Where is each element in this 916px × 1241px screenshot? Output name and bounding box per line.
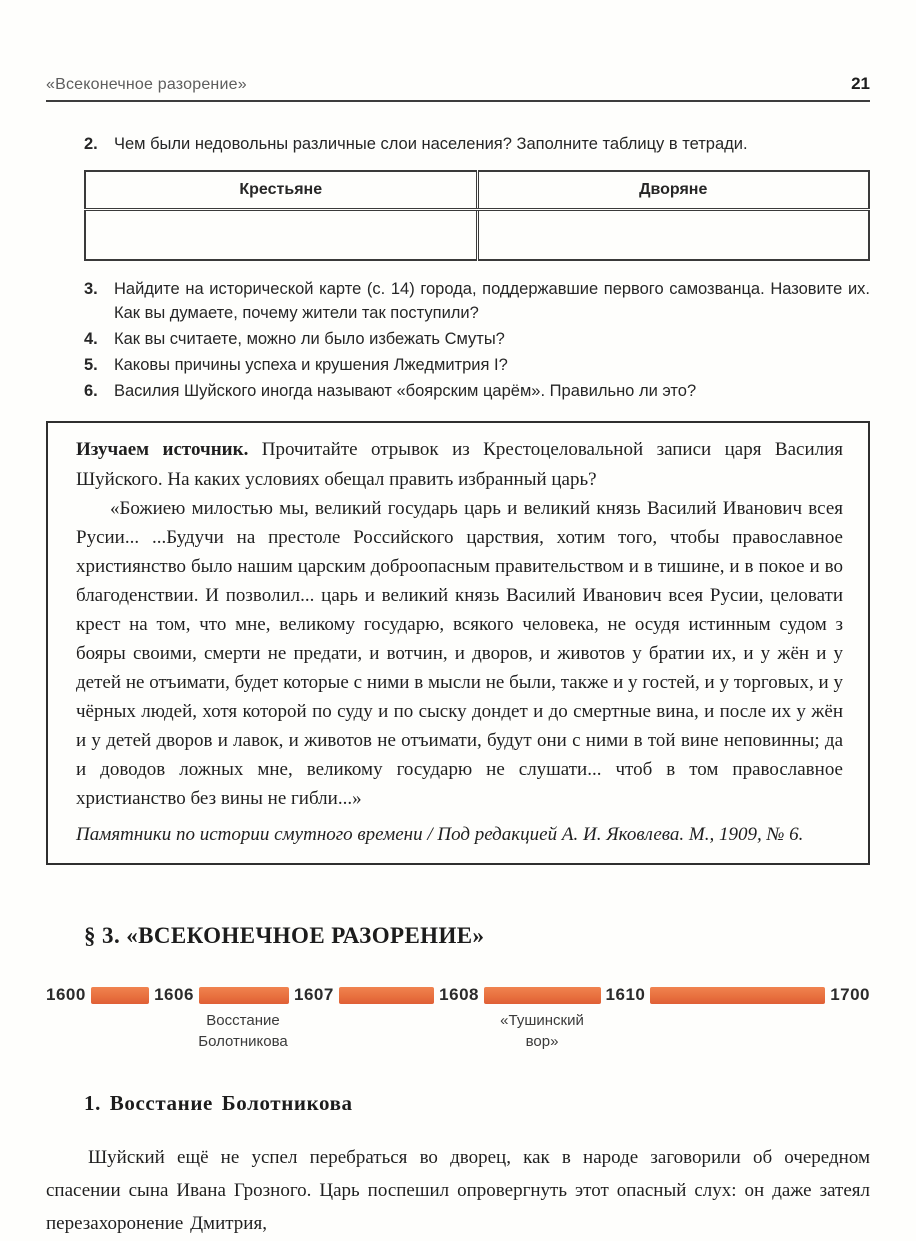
timeline-year: 1607	[293, 985, 334, 1005]
timeline-year: 1600	[46, 985, 86, 1005]
source-quote: «Божиею милостью мы, великий государь царь и великий князь Василий Иванович всея Русии... ...Будучи на престоле Российского царствия, хотим того, чтобы православное християнство было нашим царским доброопасным правительством и в тишине, и в покое и во благоденствии. И позволил... царь и великий князь Василий Иванович всея Русии, целовати крест на том, что мне, великому государю, всякого человека, не осудя истинным судом з бояры своими, смерти не предати, и вотчин, и дворов, и животов у братии их, и у жён и у детей не отъимати, будет которые с ними в мысли не были, также и у гостей, и у торговых, и у чёрных людей, хотя которой по суду и по сыску дондет и до смертные вина, и после их у жён и у детей дворов и лавок, и животов не отъимати, будут они с ними в той вине неповинны; да и доводов ложных мне, великому государю не слушати... чтоб в том православное христианство без вины не гибли...»	[76, 497, 843, 810]
question-number: 5.	[84, 356, 98, 375]
table-empty-cell	[477, 210, 869, 261]
question-number: 4.	[84, 330, 98, 349]
table-row	[85, 210, 869, 261]
timeline	[46, 985, 870, 1063]
question-text: Каковы причины успеха и крушения Лжедмитрия I?	[114, 356, 508, 375]
timeline-year: 1606	[154, 985, 194, 1005]
question-number: 3.	[84, 280, 98, 299]
source-box	[46, 421, 870, 865]
table-header-row	[85, 171, 869, 210]
question-item	[84, 277, 870, 325]
table-empty-cell	[85, 210, 477, 261]
question-text: Василия Шуйского иногда называют «боярским царём». Правильно ли это?	[114, 382, 697, 401]
question-text: Как вы считаете, можно ли было избежать Смуты?	[114, 330, 505, 349]
timeline-year: 1700	[830, 985, 871, 1005]
running-header	[46, 74, 870, 102]
timeline-bar-1607-1608	[339, 987, 434, 1004]
timeline-row	[46, 985, 870, 1005]
subsection-heading: 1. Восстание Болотникова	[84, 1091, 353, 1116]
question-item	[84, 132, 870, 156]
timeline-bar-1600-1606	[91, 987, 149, 1004]
source-citation: Памятники по истории смутного времени / Под редакцией А. И. Яковлева. М., 1909, № 6.	[76, 824, 804, 846]
question-list	[84, 277, 870, 403]
running-title: «Всеконечное разорение»	[46, 76, 247, 93]
section-heading: § 3. «ВСЕКОНЕЧНОЕ РАЗОРЕНИЕ»	[84, 923, 485, 949]
question-number: 6.	[84, 382, 98, 401]
timeline-caption-tushino: «Тушинский вор»	[500, 1012, 584, 1050]
timeline-year: 1608	[439, 985, 479, 1005]
question-number: 2.	[84, 135, 98, 153]
source-intro-text: Прочитайте отрывок из Крестоцеловальной записи царя Василия Шуйского. На каких условиях обещал править избранный царь?	[76, 439, 843, 490]
timeline-bar-1606-1607	[199, 987, 289, 1004]
question-item	[84, 379, 870, 403]
source-intro	[76, 435, 843, 493]
timeline-bar-1608-1610	[484, 987, 601, 1004]
timeline-year: 1610	[605, 985, 646, 1005]
question-text: Чем были недовольны различные слои населения? Заполните таблицу в тетради.	[114, 135, 748, 153]
question-list-top	[84, 132, 870, 156]
question-item	[84, 327, 870, 351]
table-header-peasants: Крестьяне	[85, 171, 477, 210]
source-intro-lead: Изучаем источник.	[76, 439, 249, 461]
table-header-nobles: Дворяне	[477, 171, 869, 210]
answers-table	[84, 170, 870, 261]
question-text: Найдите на исторической карте (с. 14) города, поддержавшие первого самозванца. Назовите их. Как вы думаете, почему жители так поступили?	[114, 280, 870, 323]
question-item	[84, 353, 870, 377]
page-number: 21	[851, 74, 870, 93]
timeline-caption-bolotnikov: Восстание Болотникова	[198, 1012, 288, 1050]
body-paragraph: Шуйский ещё не успел перебраться во дворец, как в народе заговорили об очередном спасении сына Ивана Грозного. Царь поспешил опровергнуть этот опасный слух: он даже затеял перезахоронение Дмитрия,	[46, 1147, 870, 1234]
timeline-bar-1610-1700	[650, 987, 825, 1004]
